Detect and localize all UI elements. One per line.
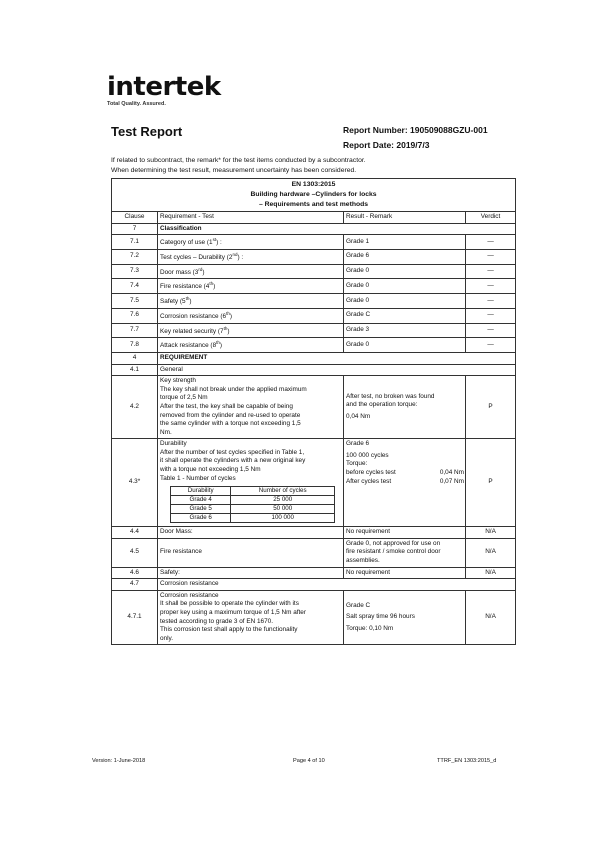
verdict-cell: —: [466, 323, 516, 338]
requirement-line: After the test, the key shall be capable of being: [160, 402, 293, 410]
col-requirement-header: Requirement - Test: [158, 212, 344, 224]
result-cell: Grade 0: [344, 338, 466, 353]
subcontract-note: If related to subcontract, the remark* for the test items conducted by a subcontractor.: [111, 157, 366, 164]
result-cell: Grade 0: [344, 264, 466, 279]
after-label: After cycles test: [346, 477, 392, 485]
verdict-cell: N/A: [466, 538, 516, 567]
footer-version: Version: 1-June-2018: [92, 758, 146, 764]
standard-header: [112, 179, 516, 212]
result-line: fire resistant / smoke control door: [346, 548, 441, 556]
requirement-tail: ): [213, 283, 216, 291]
before-cycles-line: [346, 469, 464, 478]
standard-header-row: [112, 179, 516, 212]
clause-cell: 7: [112, 223, 158, 235]
result-cell: Grade 0: [344, 279, 466, 294]
after-cycles-line: [346, 478, 464, 487]
requirement-text: Fire resistance (4: [160, 283, 210, 291]
page-title: Test Report: [111, 124, 183, 139]
clause-cell: 4.6: [112, 567, 158, 579]
clause-cell: 7.7: [112, 323, 158, 338]
requirement-cell: [158, 439, 344, 527]
clause-cell: 4.7: [112, 579, 158, 591]
table-row: [112, 538, 516, 567]
requirement-line: After the number of test cycles specified in Table 1,: [160, 448, 305, 456]
table-row: [112, 279, 516, 294]
requirement-line: proper key using a maximum torque of 1,5 Nm after: [160, 609, 306, 616]
requirement-line: only.: [160, 634, 174, 642]
requirement-tail: ): [219, 342, 223, 350]
requirement-line: Table 1 - Number of cycles: [160, 474, 236, 482]
requirement-text: Attack resistance (8: [160, 342, 217, 350]
clause-cell: 4.7.1: [112, 590, 158, 645]
salt-spray-line: Salt spray time 96 hours: [346, 613, 415, 621]
requirement-text: Key related security (7: [160, 327, 224, 335]
standard-subtitle: – Requirements and test methods: [258, 201, 369, 208]
requirement-line: Durability: [160, 440, 187, 448]
clause-cell: 4.2: [112, 376, 158, 439]
ordinal-sup: th: [209, 281, 214, 287]
verdict-cell: —: [466, 235, 516, 250]
result-cell: No requirement: [344, 567, 466, 579]
verdict-cell: —: [466, 294, 516, 309]
requirement-cell: Safety:: [158, 567, 344, 579]
result-cell: [344, 376, 466, 439]
ordinal-sup: nd: [232, 251, 238, 257]
table-row: [112, 308, 516, 323]
section-heading: General: [158, 364, 516, 376]
requirement-text: Category of use (1: [160, 239, 213, 247]
result-cell: Grade 6: [344, 249, 466, 264]
requirement-cell: [158, 376, 344, 439]
requirement-text: Safety (5: [160, 298, 186, 306]
verdict-cell: N/A: [466, 590, 516, 645]
result-line: Grade 6: [346, 440, 370, 448]
after-value: 0,07 Nm: [439, 477, 464, 485]
verdict-cell: N/A: [466, 527, 516, 539]
requirement-cell: Door Mass:: [158, 527, 344, 539]
table-row: [112, 223, 516, 235]
requirement-text: Test cycles – Durability (2: [160, 254, 233, 262]
requirement-cell: [158, 294, 344, 309]
requirement-cell: [158, 235, 344, 250]
requirement-cell: Fire resistance: [158, 538, 344, 567]
cycles-grade: Grade 6: [171, 514, 231, 523]
before-label: before cycles test: [346, 469, 396, 477]
table-row: [112, 235, 516, 250]
verdict-cell: N/A: [466, 567, 516, 579]
table-row: [112, 323, 516, 338]
requirement-line: This corrosion test shall apply to the functionality: [160, 626, 298, 634]
requirement-cell: [158, 249, 344, 264]
table-row: [112, 264, 516, 279]
ordinal-sup: th: [185, 296, 190, 302]
col-verdict-header: Verdict: [466, 212, 516, 224]
clause-cell: 7.8: [112, 338, 158, 353]
verdict-cell: P: [466, 376, 516, 439]
table-row: [112, 567, 516, 579]
cycles-row: [171, 514, 335, 523]
table-row: [112, 364, 516, 376]
logo-wordmark: intertek: [107, 72, 221, 102]
section-heading: REQUIREMENT: [158, 352, 516, 364]
clause-cell: 4: [112, 352, 158, 364]
result-cell: No requirement: [344, 527, 466, 539]
standard-code: EN 1303:2015: [291, 181, 336, 188]
table-row: [112, 376, 516, 439]
requirement-cell: [158, 308, 344, 323]
requirement-tail: ): [202, 268, 205, 276]
logo-tagline: Total Quality. Assured.: [107, 101, 166, 107]
clause-cell: 7.3: [112, 264, 158, 279]
ordinal-sup: rd: [198, 266, 203, 272]
requirement-line: Corrosion resistance: [160, 591, 219, 599]
report-number: Report Number: 190509088GZU-001: [343, 125, 488, 135]
requirement-text: Corrosion resistance (6: [160, 312, 227, 320]
ordinal-sup: th: [226, 310, 230, 316]
clause-cell: 4.5: [112, 538, 158, 567]
requirement-line: torque of 2,5 Nm: [160, 394, 208, 402]
report-date: Report Date: 2019/7/3: [343, 140, 430, 150]
result-cell: Grade C: [344, 308, 466, 323]
clause-cell: 7.5: [112, 294, 158, 309]
table-row: [112, 352, 516, 364]
requirement-tail: ): [189, 298, 192, 306]
clause-cell: 7.4: [112, 279, 158, 294]
result-line: 100 000 cycles: [346, 451, 389, 459]
torque-line: Torque: 0,10 Nm: [346, 624, 394, 632]
requirement-line: tested according to grade 3 of EN 1670.: [160, 617, 273, 625]
result-line: After test, no broken was found: [346, 392, 435, 400]
verdict-cell: —: [466, 338, 516, 353]
cycles-count: 50 000: [231, 505, 335, 514]
result-cell: [344, 590, 466, 645]
table-row: [112, 527, 516, 539]
col-clause-header: Clause: [112, 212, 158, 224]
clause-cell: 4.1: [112, 364, 158, 376]
result-cell: Grade 1: [344, 235, 466, 250]
verdict-cell: —: [466, 264, 516, 279]
requirement-line: Key strength: [160, 377, 196, 385]
requirement-tail: ) :: [216, 239, 222, 247]
result-line: assemblies.: [346, 557, 380, 565]
clause-cell: 4.3*: [112, 439, 158, 527]
table-row: [112, 439, 516, 527]
cycles-header: Number of cycles: [231, 487, 335, 496]
table-row: [112, 338, 516, 353]
uncertainty-note: When determining the test result, measurement uncertainty has been considered.: [111, 167, 357, 174]
cycles-grade: Grade 5: [171, 505, 231, 514]
result-line: Torque:: [346, 460, 368, 468]
requirement-line: It shall be possible to operate the cylinder with its: [160, 600, 299, 608]
result-line: Grade C: [346, 601, 371, 609]
cycles-count: 25 000: [231, 496, 335, 505]
ordinal-sup: th: [216, 340, 220, 346]
torque-value: 0,04 Nm: [346, 413, 371, 420]
verdict-cell: —: [466, 279, 516, 294]
column-header-row: [112, 212, 516, 224]
requirement-cell: [158, 264, 344, 279]
table-row: [112, 590, 516, 645]
table-row: [112, 579, 516, 591]
clause-cell: 4.4: [112, 527, 158, 539]
verdict-cell: —: [466, 249, 516, 264]
cycles-table: [170, 486, 335, 523]
section-heading: Classification: [158, 223, 516, 235]
requirement-line: The key shall not break under the applied maximum: [160, 385, 307, 393]
requirement-tail: ) :: [237, 254, 244, 262]
requirement-tail: ): [227, 327, 230, 335]
result-line: and the operation torque:: [346, 401, 418, 409]
cycles-row: [171, 496, 335, 505]
footer-page-number: Page 4 of 10: [293, 758, 325, 764]
requirement-line: with a torque not exceeding 1,5 Nm: [160, 466, 261, 474]
cycles-count: 100 000: [231, 514, 335, 523]
requirements-table: [111, 178, 516, 645]
standard-title: Building hardware –Cylinders for locks: [250, 191, 377, 198]
table-row: [112, 294, 516, 309]
cycles-header: Durability: [171, 487, 231, 496]
requirement-cell: [158, 338, 344, 353]
verdict-cell: —: [466, 308, 516, 323]
requirement-line: the same cylinder with a torque not exceeding 1,5: [160, 420, 301, 428]
requirement-line: Nm.: [160, 428, 172, 436]
cycles-header-row: [171, 487, 335, 496]
result-cell: Grade 0: [344, 294, 466, 309]
before-value: 0,04 Nm: [439, 469, 464, 477]
clause-cell: 7.6: [112, 308, 158, 323]
cycles-row: [171, 505, 335, 514]
intertek-logo: [107, 74, 221, 107]
requirement-cell: [158, 590, 344, 645]
table-row: [112, 249, 516, 264]
requirement-line: removed from the cylinder and re-used to operate: [160, 411, 301, 419]
col-result-header: Result - Remark: [344, 212, 466, 224]
clause-cell: 7.2: [112, 249, 158, 264]
requirement-text: Door mass (3: [160, 268, 199, 276]
section-heading: Corrosion resistance: [158, 579, 516, 591]
requirement-tail: ): [229, 312, 232, 320]
result-cell: Grade 3: [344, 323, 466, 338]
result-cell: [344, 538, 466, 567]
requirement-line: it shall operate the cylinders with a new original key: [160, 457, 306, 465]
requirement-cell: [158, 279, 344, 294]
cycles-grade: Grade 4: [171, 496, 231, 505]
ordinal-sup: th: [223, 325, 228, 331]
result-line: Grade 0, not approved for use on: [346, 539, 441, 547]
result-cell: [344, 439, 466, 527]
ordinal-sup: st: [212, 237, 217, 243]
verdict-cell: P: [466, 439, 516, 527]
requirement-cell: [158, 323, 344, 338]
clause-cell: 7.1: [112, 235, 158, 250]
footer-form-code: TTRF_EN 1303:2015_d: [437, 758, 497, 764]
